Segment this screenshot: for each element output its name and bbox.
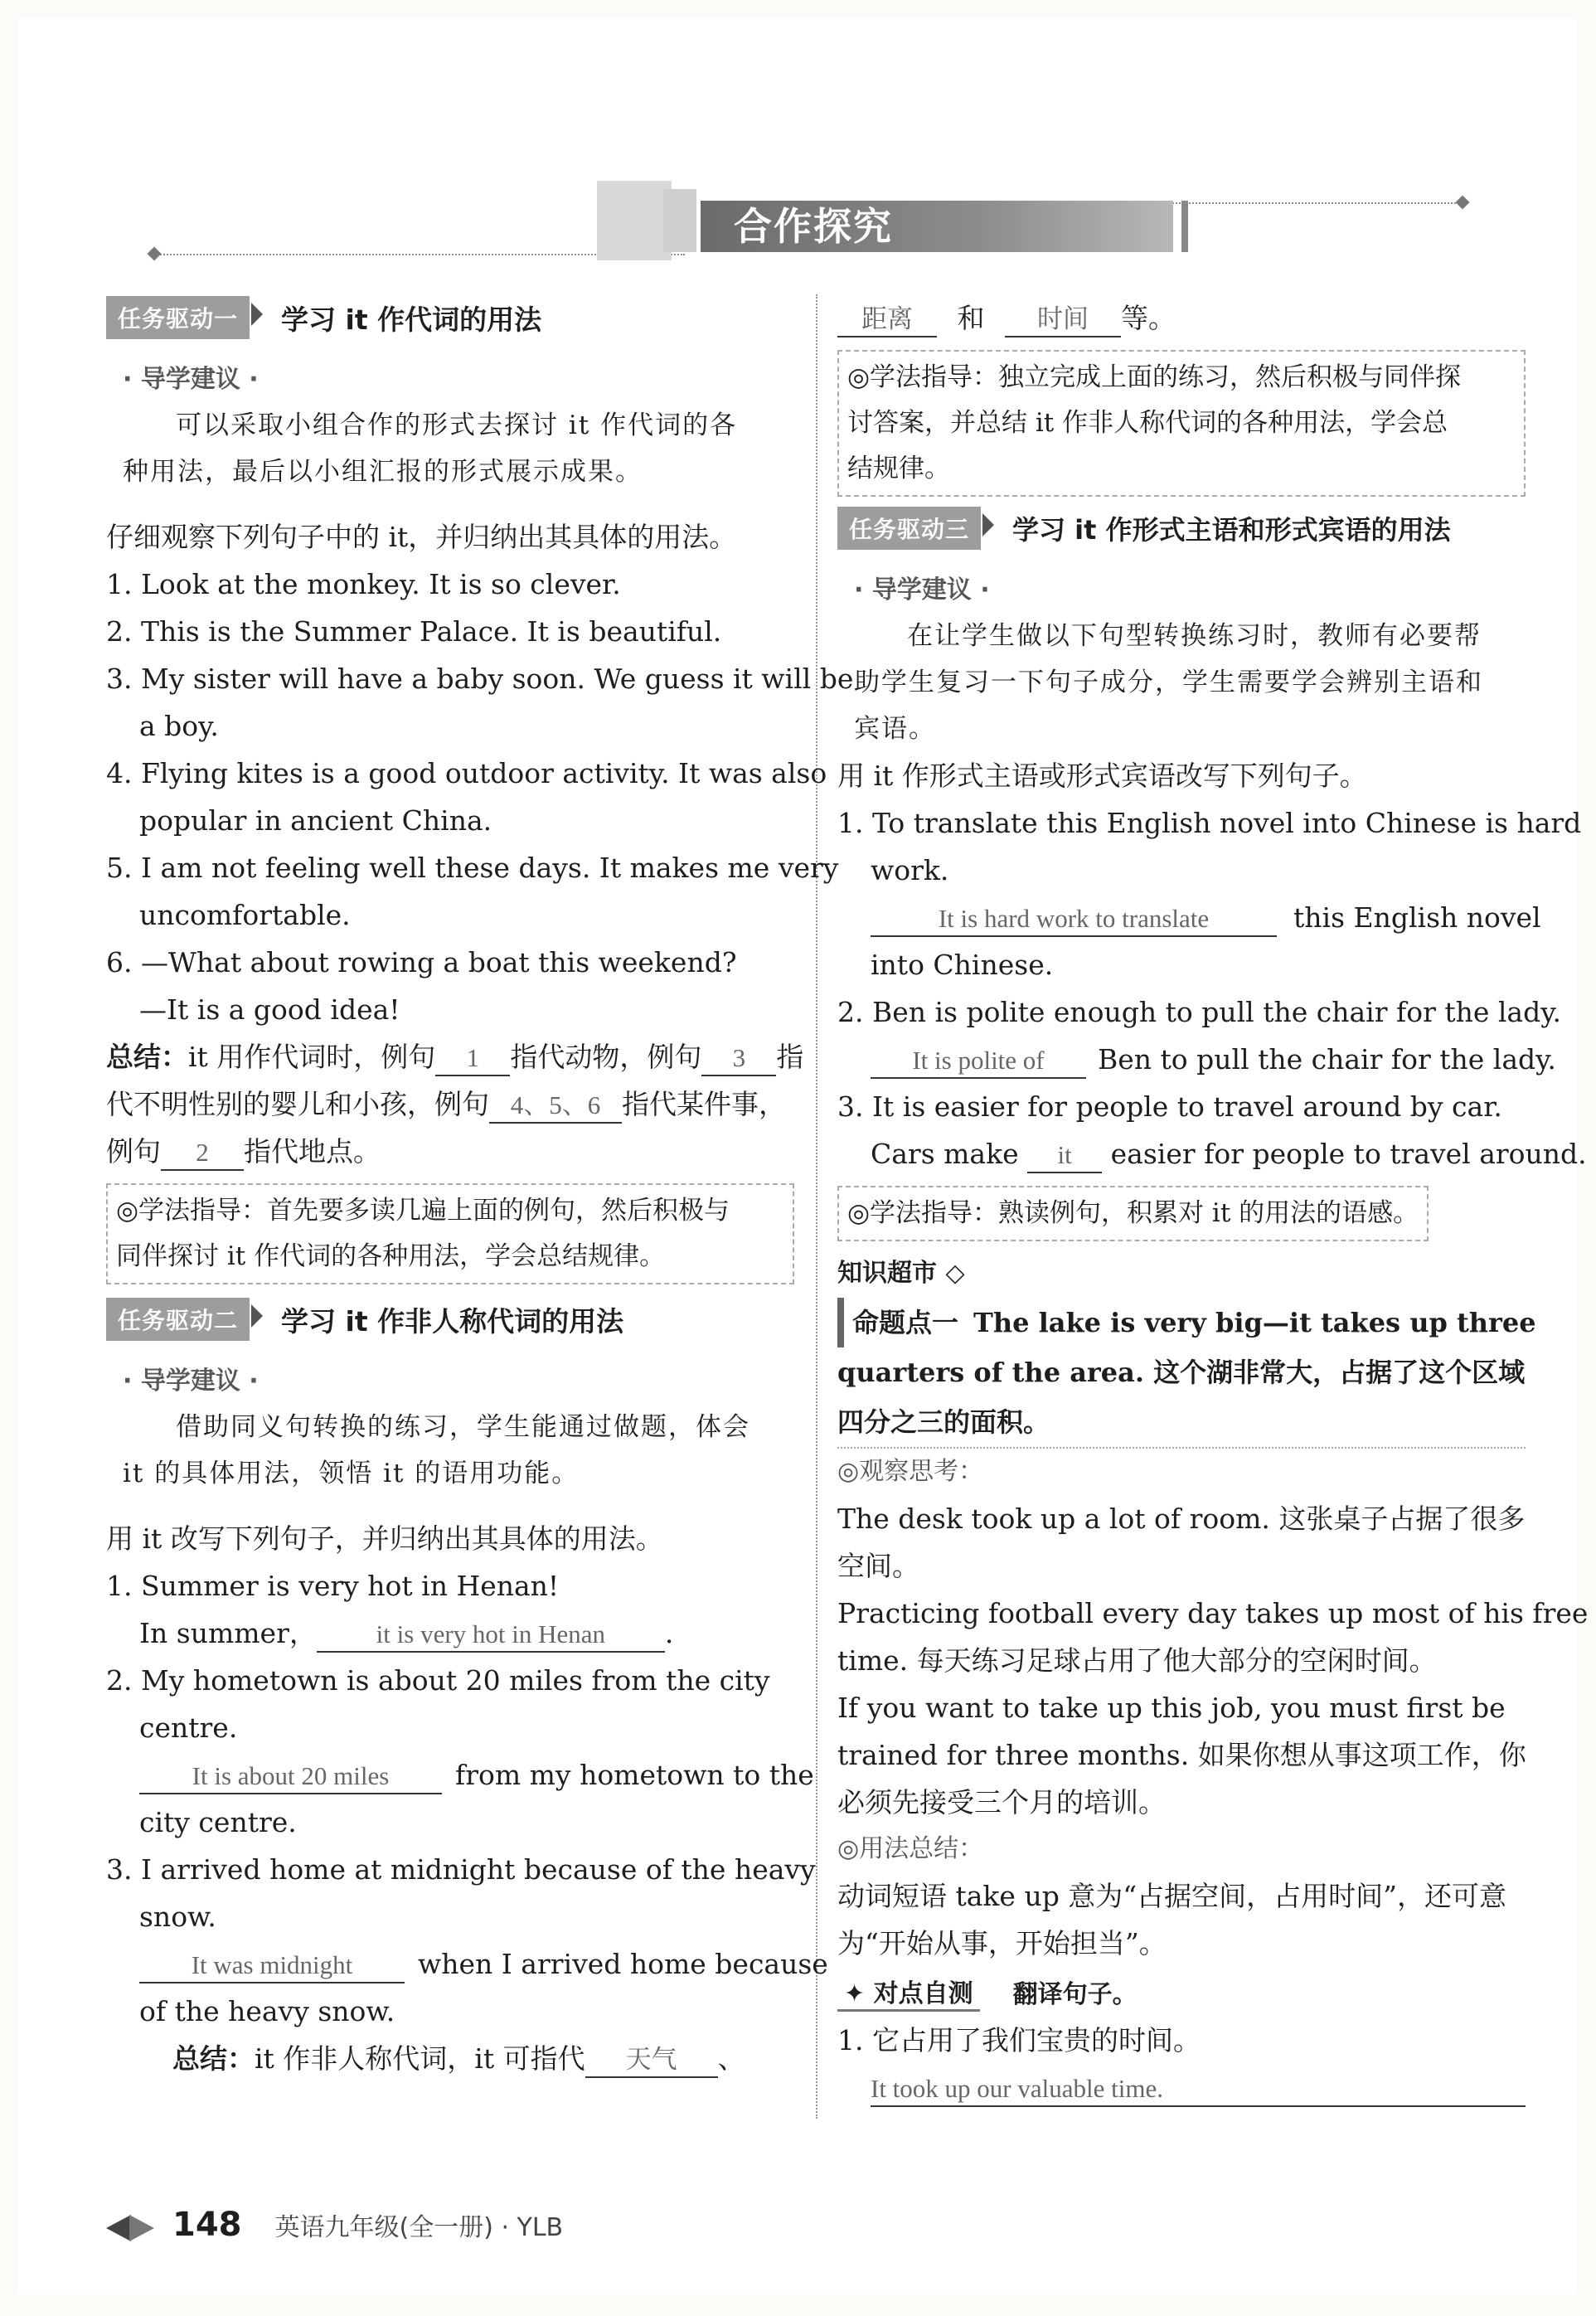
answer-blank: 4、5、6 <box>489 1089 622 1124</box>
rewrite-line: city centre. <box>139 1806 297 1838</box>
tip-line: 讨答案，并总结 it 作非人称代词的各种用法，学会总 <box>847 408 1448 438</box>
summary-line <box>106 1128 794 1175</box>
example-sentence: 6. —What about rowing a boat this weekend? <box>106 946 737 978</box>
answer-blank: It took up our valuable time. <box>871 2072 1526 2107</box>
rewrite-text: Cars make <box>871 1138 1019 1170</box>
guide-line: 借助同义句转换的练习，学生能通过做题，体会 <box>176 1412 750 1442</box>
rewrite-text: . <box>664 1617 674 1649</box>
rewrite-line <box>106 1610 794 1657</box>
example-sentence: 2. This is the Summer Palace. It is beautiful. <box>106 615 722 648</box>
guide-line: 宾语。 <box>854 714 936 744</box>
task-header-2 <box>106 1296 794 1343</box>
example-sentence: time. 每天练习足球占用了他大部分的空闲时间。 <box>837 1644 1437 1677</box>
question: 3. It is easier for people to travel around by car. <box>837 1090 1502 1123</box>
answer-blank: It was midnight <box>139 1949 405 1983</box>
question: snow. <box>139 1901 216 1933</box>
guide-text <box>106 402 794 495</box>
answer-blank: It is polite of <box>871 1044 1086 1079</box>
self-test-header <box>837 1967 1526 2017</box>
page-number: 148 <box>172 2206 242 2244</box>
answer-blank: It is about 20 miles <box>139 1760 442 1794</box>
translation-question: 1. 它占用了我们宝贵的时间。 <box>837 2024 1201 2056</box>
rewrite-text: easier for people to travel around. <box>1110 1138 1587 1170</box>
column-divider <box>816 294 817 2119</box>
rewrite-text: from my hometown to the <box>455 1759 814 1791</box>
rewrite-line <box>837 1036 1556 1083</box>
answer-blank: It is hard work to translate <box>871 902 1277 937</box>
rewrite-line <box>106 1751 814 1799</box>
guide-text <box>106 1404 794 1497</box>
task-header-3 <box>837 505 1526 551</box>
observe-label: ◎观察思考： <box>837 1457 984 1486</box>
book-title: 英语九年级(全一册) · YLB <box>274 2213 564 2242</box>
summary-text: it 用作代词时，例句 <box>188 1041 436 1073</box>
answer-blank: 天气 <box>585 2043 718 2078</box>
guide-heading: · 导学建议 · <box>123 1367 259 1396</box>
summary-text: 指代动物，例句 <box>510 1041 702 1073</box>
summary-text: 代不明性别的婴儿和小孩，例句 <box>106 1088 489 1120</box>
example-sentence: 4. Flying kites is a good outdoor activity. It was also <box>106 757 827 789</box>
rewrite-text: In summer， <box>139 1617 317 1649</box>
summary-label: 总结： <box>172 2042 255 2075</box>
answer-blank: 时间 <box>1005 303 1121 337</box>
guide-line: 种用法，最后以小组汇报的形式展示成果。 <box>123 457 643 487</box>
summary-text: 指代某件事， <box>622 1088 786 1120</box>
example-sentence: The desk took up a lot of room. 这张桌子占据了很多 <box>837 1503 1526 1535</box>
rewrite-line: of the heavy snow. <box>139 1995 395 2027</box>
rewrite-line <box>837 894 1541 941</box>
tip-line: 同伴探讨 it 作代词的各种用法，学会总结规律。 <box>116 1241 666 1271</box>
answer-blank: 1 <box>435 1041 510 1076</box>
question: 2. My hometown is about 20 miles from the city <box>106 1664 770 1697</box>
summary-text: 例句 <box>106 1135 161 1168</box>
self-test-tag: ✦ 对点自测 <box>837 1973 980 2012</box>
rewrite-text: Ben to pull the chair for the lady. <box>1098 1043 1556 1075</box>
guide-heading: · 导学建议 · <box>854 575 990 604</box>
section-header <box>149 191 1476 257</box>
guide-text <box>837 613 1526 752</box>
summary-line <box>106 2035 794 2082</box>
summary-text: 指 <box>776 1041 804 1073</box>
diamond-icon <box>1456 196 1470 210</box>
question: 1. To translate this English novel into Chinese is hard <box>837 807 1582 839</box>
task-title: 学习 it 作代词的用法 <box>281 303 542 336</box>
summary-text: 、 <box>717 2042 745 2075</box>
rewrite-line <box>106 1940 828 1988</box>
study-tip <box>837 350 1526 497</box>
point-text: 四分之三的面积。 <box>837 1406 1050 1438</box>
summary-line <box>106 1033 804 1080</box>
answer-blank: 2 <box>161 1136 244 1171</box>
key-point <box>837 1298 1536 1449</box>
task-title: 学习 it 作非人称代词的用法 <box>281 1304 624 1338</box>
example-sentence: a boy. <box>139 710 219 742</box>
usage-text: 动词短语 take up 意为“占据空间，占用时间”，还可意 <box>837 1880 1507 1912</box>
example-sentence: 5. I am not feeling well these days. It makes me very <box>106 852 839 884</box>
rewrite-text: this English novel <box>1293 901 1541 934</box>
point-text: quarters of the area. 这个湖非常大，占据了这个区域 <box>837 1357 1526 1388</box>
question: 2. Ben is polite enough to pull the chair for the lady. <box>837 996 1561 1028</box>
instruction: 用 it 作形式主语或形式宾语改写下列句子。 <box>837 760 1367 792</box>
point-tag: 命题点一 <box>837 1298 958 1347</box>
self-test-instruction: 翻译句子。 <box>1012 1980 1138 2009</box>
decor-block <box>663 189 696 252</box>
example-sentence: 必须先接受三个月的培训。 <box>837 1786 1166 1818</box>
summary-text: 指代地点。 <box>244 1135 381 1168</box>
task-header-1 <box>106 294 794 341</box>
rewrite-text: when I arrived home because <box>418 1948 828 1980</box>
tip-line: ◎学法指导：首先要多读几遍上面的例句，然后积极与 <box>116 1196 730 1226</box>
example-sentence: —It is a good idea! <box>139 993 400 1026</box>
example-sentence: Practicing football every day takes up most of his free <box>837 1597 1589 1629</box>
rewrite-line: into Chinese. <box>871 949 1054 981</box>
tip-line: ◎学法指导：独立完成上面的练习，然后积极与同伴探 <box>847 362 1462 392</box>
example-sentence: uncomfortable. <box>139 899 351 931</box>
summary-label: 总结： <box>106 1041 188 1073</box>
example-sentence: 3. My sister will have a baby soon. We guess it will be <box>106 663 854 695</box>
guide-line: 助学生复习一下句子成分，学生需要学会辨别主语和 <box>854 668 1483 697</box>
knowledge-heading: 知识超市 ◇ <box>837 1259 965 1288</box>
page-corner-icon <box>106 2208 156 2241</box>
answer-blank: it is very hot in Henan <box>317 1618 665 1653</box>
question: work. <box>871 854 949 886</box>
tip-line: 结规律。 <box>847 454 950 483</box>
example-sentence: 空间。 <box>837 1550 919 1582</box>
answer-blank: 3 <box>701 1041 776 1076</box>
task-tag: 任务驱动一 <box>106 296 250 339</box>
right-column <box>837 294 1589 2111</box>
answer-blank: it <box>1027 1139 1102 1173</box>
point-text: The lake is very big—it takes up three <box>973 1307 1536 1338</box>
usage-label: ◎用法总结： <box>837 1834 984 1863</box>
instruction: 用 it 改写下列句子，并归纳出其具体的用法。 <box>106 1522 663 1555</box>
decor-block <box>597 181 672 260</box>
left-column <box>106 294 854 2082</box>
study-tip <box>106 1183 794 1284</box>
summary-text: 和 <box>957 302 985 334</box>
answer-blank: 距离 <box>837 303 937 337</box>
question: 1. Summer is very hot in Henan! <box>106 1570 560 1602</box>
section-title: 合作探究 <box>701 201 1173 252</box>
guide-line: it 的具体用法，领悟 it 的语用功能。 <box>123 1459 580 1488</box>
translation-answer-line <box>837 2064 1526 2111</box>
guide-line: 可以采取小组合作的形式去探讨 it 作代词的各 <box>176 410 738 440</box>
summary-text: it 作非人称代词，it 可指代 <box>255 2042 585 2075</box>
usage-text: 为“开始从事，开始担当”。 <box>837 1927 1167 1959</box>
guide-line: 在让学生做以下句型转换练习时，教师有必要帮 <box>907 621 1482 651</box>
example-sentence: trained for three months. 如果你想从事这项工作，你 <box>837 1739 1526 1771</box>
summary-continued <box>837 294 1526 342</box>
task-title: 学习 it 作形式主语和形式宾语的用法 <box>1012 514 1451 546</box>
example-sentence: If you want to take up this job, you must first be <box>837 1692 1506 1724</box>
question: centre. <box>139 1712 238 1744</box>
summary-line <box>106 1080 794 1128</box>
rewrite-line <box>837 1130 1587 1177</box>
example-sentence: 1. Look at the monkey. It is so clever. <box>106 568 621 600</box>
question: 3. I arrived home at midnight because of the heavy <box>106 1853 816 1886</box>
instruction: 仔细观察下列句子中的 it，并归纳出其具体的用法。 <box>106 521 737 553</box>
summary-text: 等。 <box>1121 302 1176 334</box>
study-tip: ◎学法指导：熟读例句，积累对 it 的用法的语感。 <box>837 1186 1429 1241</box>
task-tag: 任务驱动二 <box>106 1298 250 1341</box>
example-sentence: popular in ancient China. <box>139 804 492 837</box>
guide-heading: · 导学建议 · <box>123 365 259 394</box>
task-tag: 任务驱动三 <box>837 507 981 550</box>
page-footer <box>106 2206 563 2244</box>
